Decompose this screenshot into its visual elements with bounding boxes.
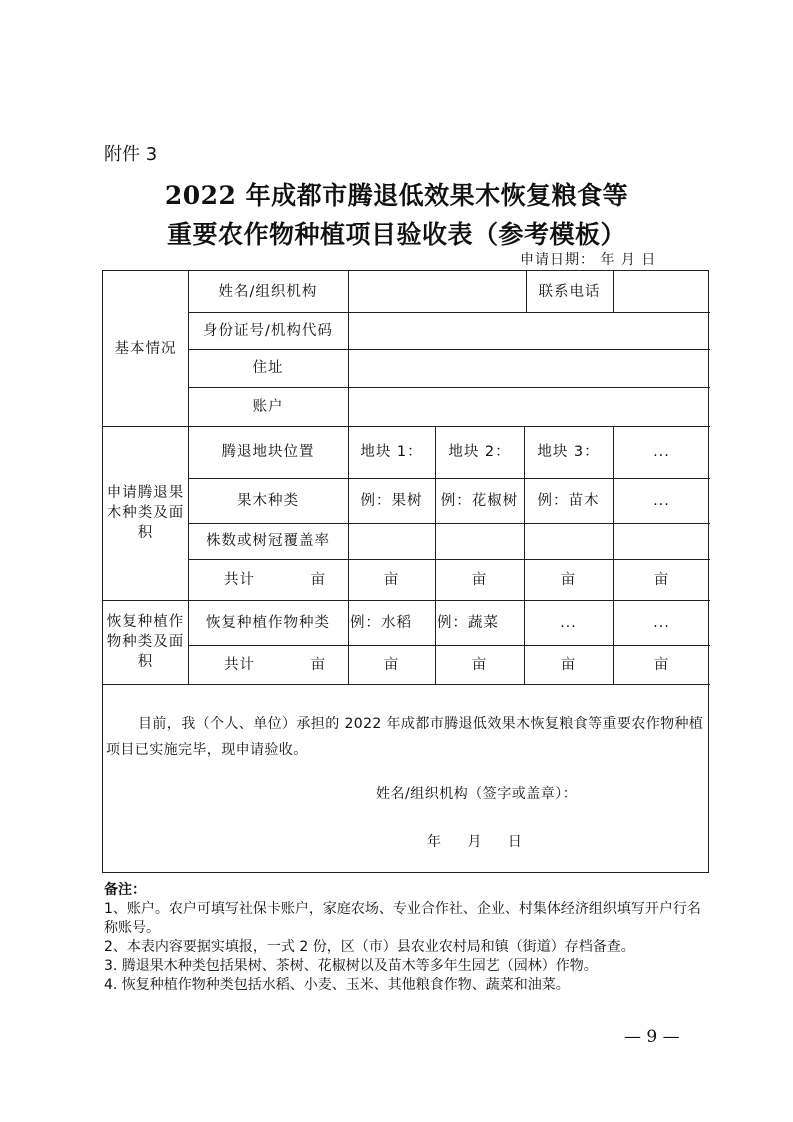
name-field[interactable]	[348, 271, 526, 312]
fruit-total-unit: 亩	[310, 571, 326, 588]
crop-type-label: 恢复种植作物种类	[206, 614, 330, 631]
crop-total-unit-1: 亩	[383, 656, 400, 673]
note-item-1: 1、账户。农户可填写社保卡账户，家庭农场、专业合作社、企业、村集体经济组织填写开户行名称账号。	[104, 901, 701, 936]
section-basic-info: 基本情况	[114, 340, 177, 357]
id-label: 身份证号/机构代码	[203, 322, 333, 339]
address-field[interactable]	[348, 349, 710, 387]
title-line-2: 重要农作物种植项目验收表（参考模板）	[166, 220, 626, 249]
crop-total-unit: 亩	[310, 656, 326, 673]
notes-title: 备注：	[104, 882, 146, 898]
plot-2[interactable]: 地块 2：	[448, 444, 511, 460]
note-item-4: 4. 恢复种植作物种类包括水稻、小麦、玉米、其他粮食作物、蔬菜和油菜。	[104, 977, 570, 993]
id-field[interactable]	[348, 312, 710, 349]
tree-count-label: 株数或树冠覆盖率	[206, 533, 330, 549]
note-item-3: 3. 腾退果木种类包括果树、茶树、花椒树以及苗木等多年生园艺（园林）作物。	[104, 958, 598, 974]
crop-type-1[interactable]: 例：水稻	[350, 614, 412, 631]
tree-count-1[interactable]	[348, 523, 435, 559]
fruit-type-more[interactable]: ...	[653, 492, 670, 509]
fruit-total-label: 共计	[224, 571, 255, 588]
tree-count-more[interactable]	[613, 523, 710, 559]
application-date: 申请日期： 年 月 日	[520, 252, 657, 268]
phone-field[interactable]	[613, 271, 710, 312]
tree-count-2[interactable]	[435, 523, 524, 559]
fruit-type-3[interactable]: 例：苗木	[537, 492, 600, 509]
signature-label: 姓名/组织机构（签字或盖章）：	[376, 786, 578, 802]
statement-text: 目前，我（个人、单位）承担的 2022 年成都市腾退低效果木恢复粮食等重要农作物种植项目已实施完毕，现申请验收。	[106, 716, 704, 758]
address-label: 住址	[252, 360, 284, 376]
crop-type-more[interactable]: ...	[653, 614, 670, 631]
signature-date: 年 月 日	[427, 834, 522, 850]
name-label: 姓名/组织机构	[218, 283, 318, 300]
plot-location-label: 腾退地块位置	[221, 444, 315, 460]
phone-label: 联系电话	[538, 283, 601, 300]
tree-count-3[interactable]	[524, 523, 613, 559]
fruit-total-unit-4: 亩	[653, 571, 670, 588]
fruit-total-unit-1: 亩	[383, 571, 400, 588]
account-label: 账户	[252, 398, 284, 415]
crop-type-2[interactable]: 例：蔬菜	[437, 614, 499, 631]
title-line-1: 2022 年成都市腾退低效果木恢复粮食等	[164, 181, 629, 210]
section-crops: 恢复种植作物种类及面积	[106, 614, 185, 670]
fruit-type-label: 果木种类	[237, 492, 299, 509]
fruit-type-1[interactable]: 例：果树	[360, 492, 423, 509]
plot-more[interactable]: ...	[653, 444, 670, 460]
page-number: — 9 —	[624, 1027, 680, 1047]
fruit-total-unit-3: 亩	[560, 571, 577, 588]
section-fruit-trees: 申请腾退果木种类及面积	[106, 485, 185, 541]
crop-total-label: 共计	[224, 656, 255, 673]
fruit-total-row-label	[188, 559, 348, 600]
plot-1[interactable]: 地块 1：	[360, 444, 423, 460]
crop-total-unit-3: 亩	[560, 656, 577, 673]
account-field[interactable]	[348, 387, 710, 426]
note-item-2: 2、本表内容要据实填报，一式 2 份，区（市）县农业农村局和镇（街道）存档备查。	[104, 939, 635, 955]
fruit-total-unit-2: 亩	[471, 571, 488, 588]
attachment-label: 附件 3	[104, 144, 158, 165]
fruit-type-2[interactable]: 例：花椒树	[440, 492, 519, 509]
crop-total-unit-2: 亩	[471, 656, 488, 673]
crop-total-unit-4: 亩	[653, 656, 670, 673]
plot-3[interactable]: 地块 3：	[537, 444, 600, 460]
crop-total-row-label	[188, 645, 348, 684]
notes	[104, 881, 704, 995]
crop-type-3[interactable]: ...	[560, 614, 577, 631]
